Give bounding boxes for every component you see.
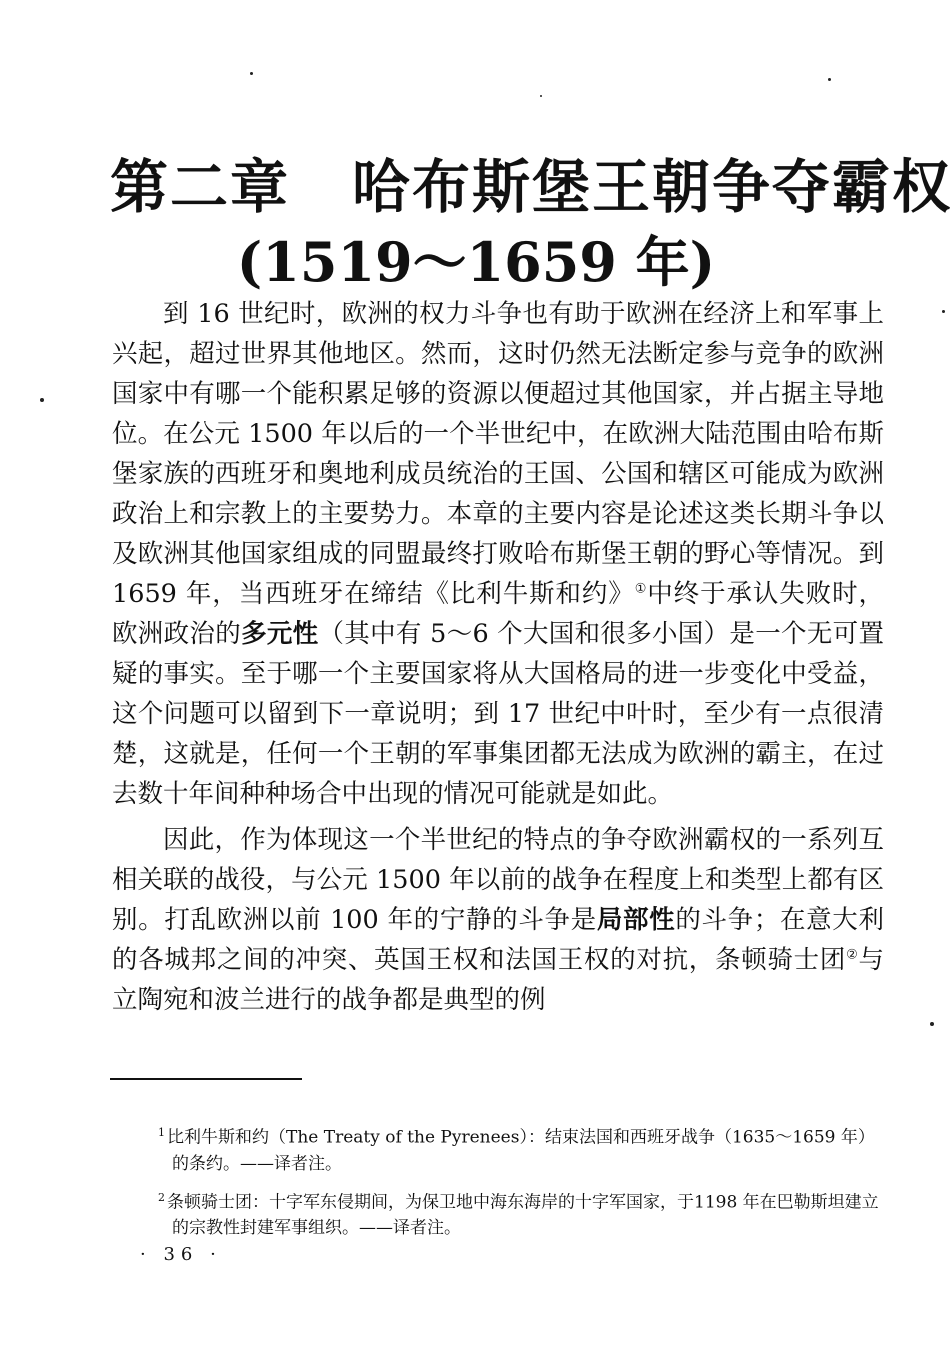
footnote-mark: 1 — [158, 1126, 165, 1139]
scan-speck — [930, 1022, 934, 1026]
scan-speck — [942, 310, 945, 313]
paragraph-text: 与立陶宛和波兰进行的战争都是典型的例 — [112, 945, 884, 1015]
paragraph-text: 因此，作为体现这一个半世纪的特点的争夺欧洲霸权的一系列互相关联的战役，与公元 1500 年以前的战争在程度上和类型上都有区别。打乱欧洲以前 100 年的宁静的斗争是 — [112, 825, 884, 935]
footnote-2 — [158, 1185, 884, 1242]
paragraph-text: 的斗争；在意大利的各城邦之间的冲突、英国王权和法国王权的对抗，条顿骑士团 — [112, 905, 884, 975]
chapter-name: 哈布斯堡王朝争夺霸权 — [352, 153, 952, 221]
page-number: · 36 · — [140, 1244, 222, 1265]
footnote-1 — [158, 1120, 884, 1177]
scan-speck — [540, 95, 542, 97]
paragraph-text: （其中有 5～6 个大国和很多小国）是一个无可置疑的事实。至于哪一个主要国家将从大国格局的进一步变化中受益，这个问题可以留到下一章说明；到 17 世纪中叶时，至少有一点很清楚，这就是，任何一个王朝的军事集团都无法成为欧洲的霸主，在过去数十年间种种场合中出现的情况可能就是如此。 — [112, 619, 884, 809]
scan-speck — [250, 72, 253, 75]
emphasis-text: 多元性 — [241, 619, 319, 649]
scan-speck — [828, 78, 831, 81]
paragraph-text: 到 16 世纪时，欧洲的权力斗争也有助于欧洲在经济上和军事上兴起，超过世界其他地区。然而，这时仍然无法断定参与竞争的欧洲国家中有哪一个能积累足够的资源以便超过其他国家，并占据主导地位。在公元 1500 年以后的一个半世纪中，在欧洲大陆范围由哈布斯堡家族的西班牙和奥地利成员统治的王国、公国和辖区可能成为欧洲政治上和宗教上的主要势力。本章的主要内容是论述这类长期斗争以及欧洲其他国家组成的同盟最终打败哈布斯堡王朝的野心等情况。到 1659 年，当西班牙在缔结《比利牛斯和约》 — [112, 299, 884, 609]
paragraph-text: 中终于承认失败时，欧洲政治的 — [112, 579, 884, 649]
footnote-text: 比利牛斯和约（The Treaty of the Pyrenees）：结束法国和西班牙战争（1635～1659 年）的条约。——译者注。 — [167, 1127, 875, 1174]
footnotes — [158, 1120, 884, 1249]
footnote-ref-2: ② — [846, 947, 859, 963]
emphasis-text: 局部性 — [596, 905, 676, 935]
scan-speck — [40, 398, 44, 402]
paragraph-2 — [112, 820, 884, 1020]
footnote-divider — [110, 1078, 302, 1080]
chapter-years: (1519～1659 年) — [236, 230, 716, 294]
chapter-number: 第二章 — [110, 153, 291, 221]
footnote-text: 条顿骑士团：十字军东侵期间，为保卫地中海东海岸的十字军国家，于1198 年在巴勒斯坦建立的宗教性封建军事组织。——译者注。 — [167, 1192, 879, 1239]
paragraph-1 — [112, 294, 884, 814]
chapter-title — [110, 140, 952, 224]
body-text — [112, 294, 884, 1026]
footnote-mark: 2 — [158, 1190, 165, 1204]
footnote-ref-1: ① — [634, 581, 648, 597]
